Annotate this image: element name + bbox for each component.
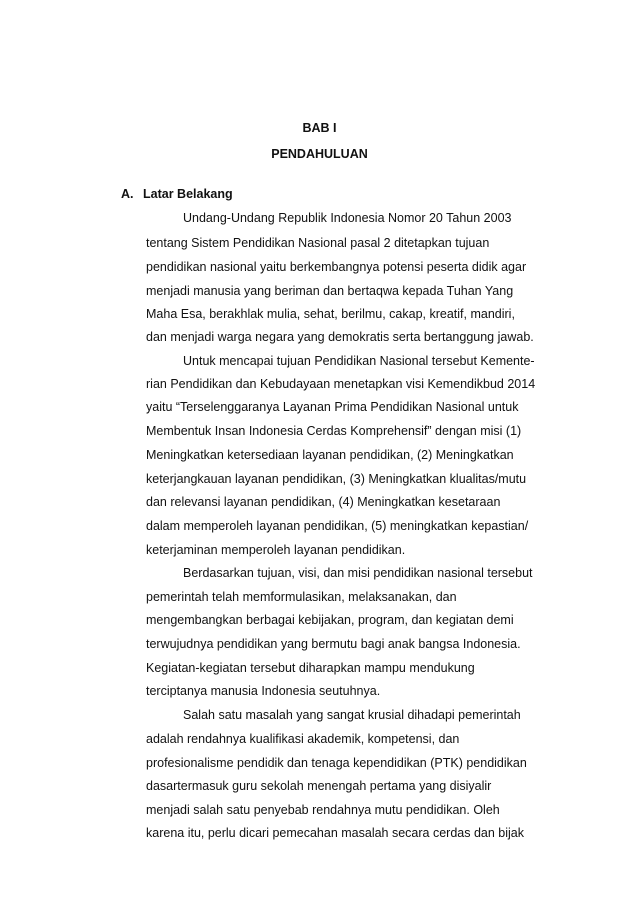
paragraph-line: Meningkatkan ketersediaan layanan pendidikan, (2) Meningkatkan <box>146 448 514 462</box>
paragraph-line: pendidikan nasional yaitu berkembangnya potensi peserta didik agar <box>146 260 527 274</box>
chapter-number: BAB I <box>302 121 337 135</box>
paragraph-line: mengembangkan berbagai kebijakan, program, dan kegiatan demi <box>146 613 514 627</box>
section-marker: A. <box>121 187 134 201</box>
paragraph-line: rian Pendidikan dan Kebudayaan menetapkan visi Kemendikbud 2014 <box>146 377 536 391</box>
paragraph-line: adalah rendahnya kualifikasi akademik, kompetensi, dan <box>146 732 460 746</box>
chapter-title: PENDAHULUAN <box>271 147 368 161</box>
section-heading <box>121 187 233 201</box>
paragraph-line: dalam memperoleh layanan pendidikan, (5) meningkatkan kepastian/ <box>146 519 529 533</box>
paragraph-line: Maha Esa, berakhlak mulia, sehat, berilmu, cakap, kreatif, mandiri, <box>146 307 515 321</box>
paragraph-line: Salah satu masalah yang sangat krusial dihadapi pemerintah <box>183 708 521 722</box>
paragraph-line: Berdasarkan tujuan, visi, dan misi pendidikan nasional tersebut <box>183 566 533 580</box>
paragraph-line: terciptanya manusia Indonesia seutuhnya. <box>146 684 381 698</box>
paragraph-line: Undang-Undang Republik Indonesia Nomor 20 Tahun 2003 <box>183 211 512 225</box>
paragraph-line: profesionalisme pendidik dan tenaga kependidikan (PTK) pendidikan <box>146 756 527 770</box>
paragraph-line: keterjangkauan layanan pendidikan, (3) Meningkatkan klualitas/mutu <box>146 472 527 486</box>
section-heading-text: Latar Belakang <box>143 187 233 201</box>
paragraph-line: menjadi manusia yang beriman dan bertaqwa kepada Tuhan Yang <box>146 284 514 298</box>
paragraph-line: yaitu “Terselenggaranya Layanan Prima Pendidikan Nasional untuk <box>146 400 519 414</box>
paragraph-line: pemerintah telah memformulasikan, melaksanakan, dan <box>146 590 457 604</box>
paragraph-line: terwujudnya pendidikan yang bermutu bagi anak bangsa Indonesia. <box>146 637 521 651</box>
paragraph-line: tentang Sistem Pendidikan Nasional pasal 2 ditetapkan tujuan <box>146 236 490 250</box>
paragraph-line: Untuk mencapai tujuan Pendidikan Nasional tersebut Kemente- <box>183 354 535 368</box>
paragraph-line: dasartermasuk guru sekolah menengah pertama yang disiyalir <box>146 779 492 793</box>
paragraph-line: karena itu, perlu dicari pemecahan masalah secara cerdas dan bijak <box>146 826 524 840</box>
paragraph-line: dan relevansi layanan pendidikan, (4) Meningkatkan kesetaraan <box>146 495 501 509</box>
paragraph-line: dan menjadi warga negara yang demokratis serta bertanggung jawab. <box>146 330 534 344</box>
paragraph-line: menjadi salah satu penyebab rendahnya mutu pendidikan. Oleh <box>146 803 500 817</box>
paragraph-line: keterjaminan memperoleh layanan pendidikan. <box>146 543 406 557</box>
paragraph-line: Membentuk Insan Indonesia Cerdas Komprehensif” dengan misi (1) <box>146 424 522 438</box>
paragraph-line: Kegiatan-kegiatan tersebut diharapkan mampu mendukung <box>146 661 475 675</box>
